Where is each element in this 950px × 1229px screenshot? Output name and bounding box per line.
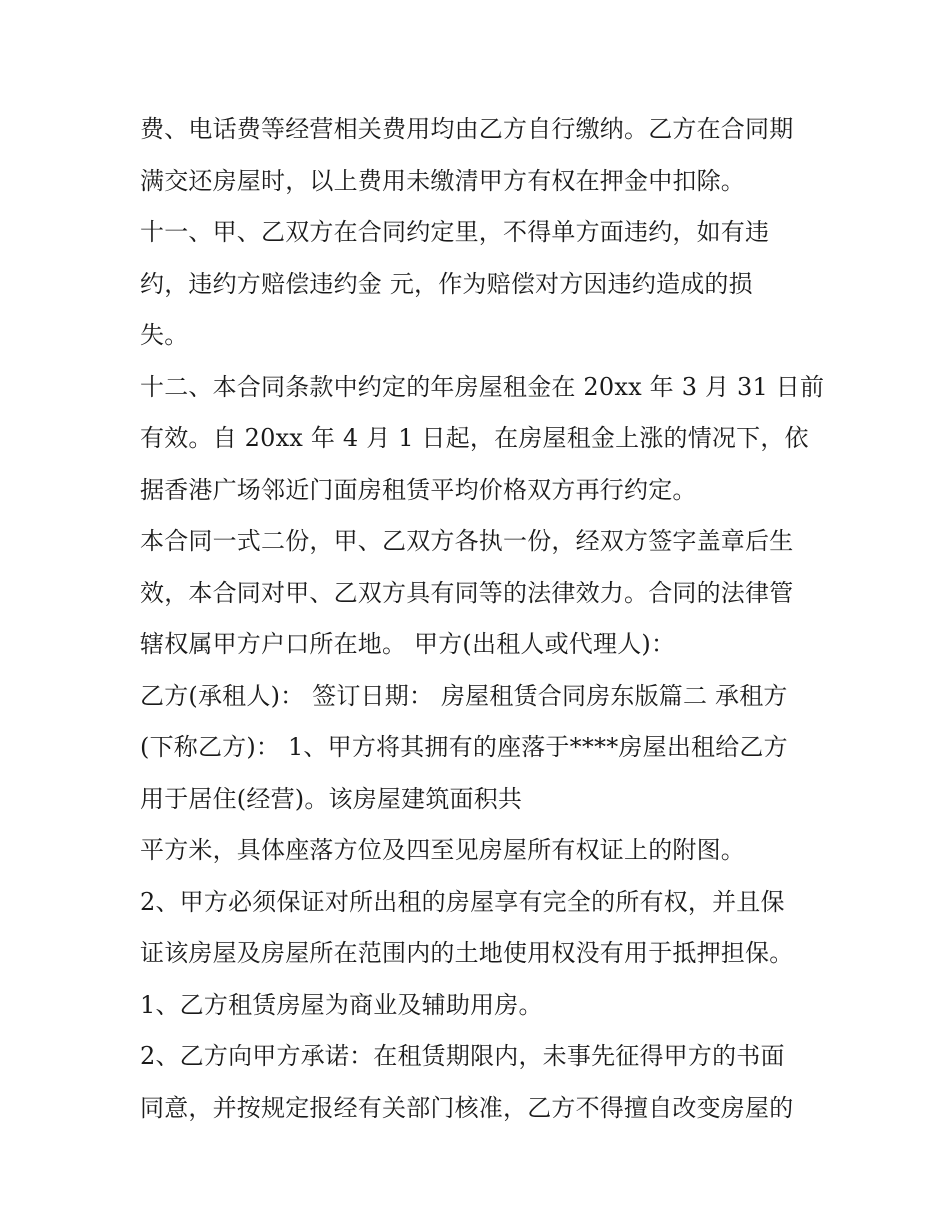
text-line: 约，违约方赔偿违约金 元，作为赔偿对方因违约造成的损 [140, 269, 753, 298]
text-line: 十一、甲、乙双方在合同约定里，不得单方面违约，如有违 [140, 218, 770, 246]
text-line: 2、甲方必须保证对所出租的房屋享有完全的所有权，并且保 [140, 887, 785, 916]
text-line: 乙方(承租人)： 签订日期： 房屋租赁合同房东版篇二 承租方 [140, 681, 788, 710]
text-line: 十二、本合同条款中约定的年房屋租金在 20xx 年 3 月 31 日前 [140, 372, 825, 401]
text-line: 同意，并按规定报经有关部门核准，乙方不得擅自改变房屋的 [140, 1093, 794, 1122]
text-line: 据香港广场邻近门面房租赁平均价格双方再行约定。 [140, 475, 697, 504]
text-line: 失。 [140, 321, 189, 349]
text-line: 用于居住(经营)。该房屋建筑面积共 [140, 784, 523, 813]
text-line: 有效。自 20xx 年 4 月 1 日起，在房屋租金上涨的情况下，依 [140, 424, 809, 452]
text-line: 平方米，具体座落方位及四至见房屋所有权证上的附图。 [140, 836, 745, 864]
contract-text-body [140, 104, 830, 1134]
text-line: 满交还房屋时，以上费用未缴清甲方有权在押金中扣除。 [140, 166, 745, 195]
text-line: 本合同一式二份，甲、乙双方各执一份，经双方签字盖章后生 [140, 527, 794, 555]
text-line: 效，本合同对甲、乙双方具有同等的法律效力。合同的法律管 [140, 578, 794, 607]
text-line: 辖权属甲方户口所在地。 甲方(出租人或代理人)： [140, 630, 676, 658]
text-line: (下称乙方)： 1、甲方将其拥有的座落于****房屋出租给乙方 [140, 733, 788, 761]
text-line: 证该房屋及房屋所在范围内的土地使用权没有用于抵押担保。 [140, 939, 794, 967]
text-line: 2、乙方向甲方承诺：在租赁期限内，未事先征得甲方的书面 [140, 1042, 785, 1070]
text-line: 1、乙方租赁房屋为商业及辅助用房。 [140, 990, 543, 1019]
text-line: 费、电话费等经营相关费用均由乙方自行缴纳。乙方在合同期 [140, 115, 794, 143]
